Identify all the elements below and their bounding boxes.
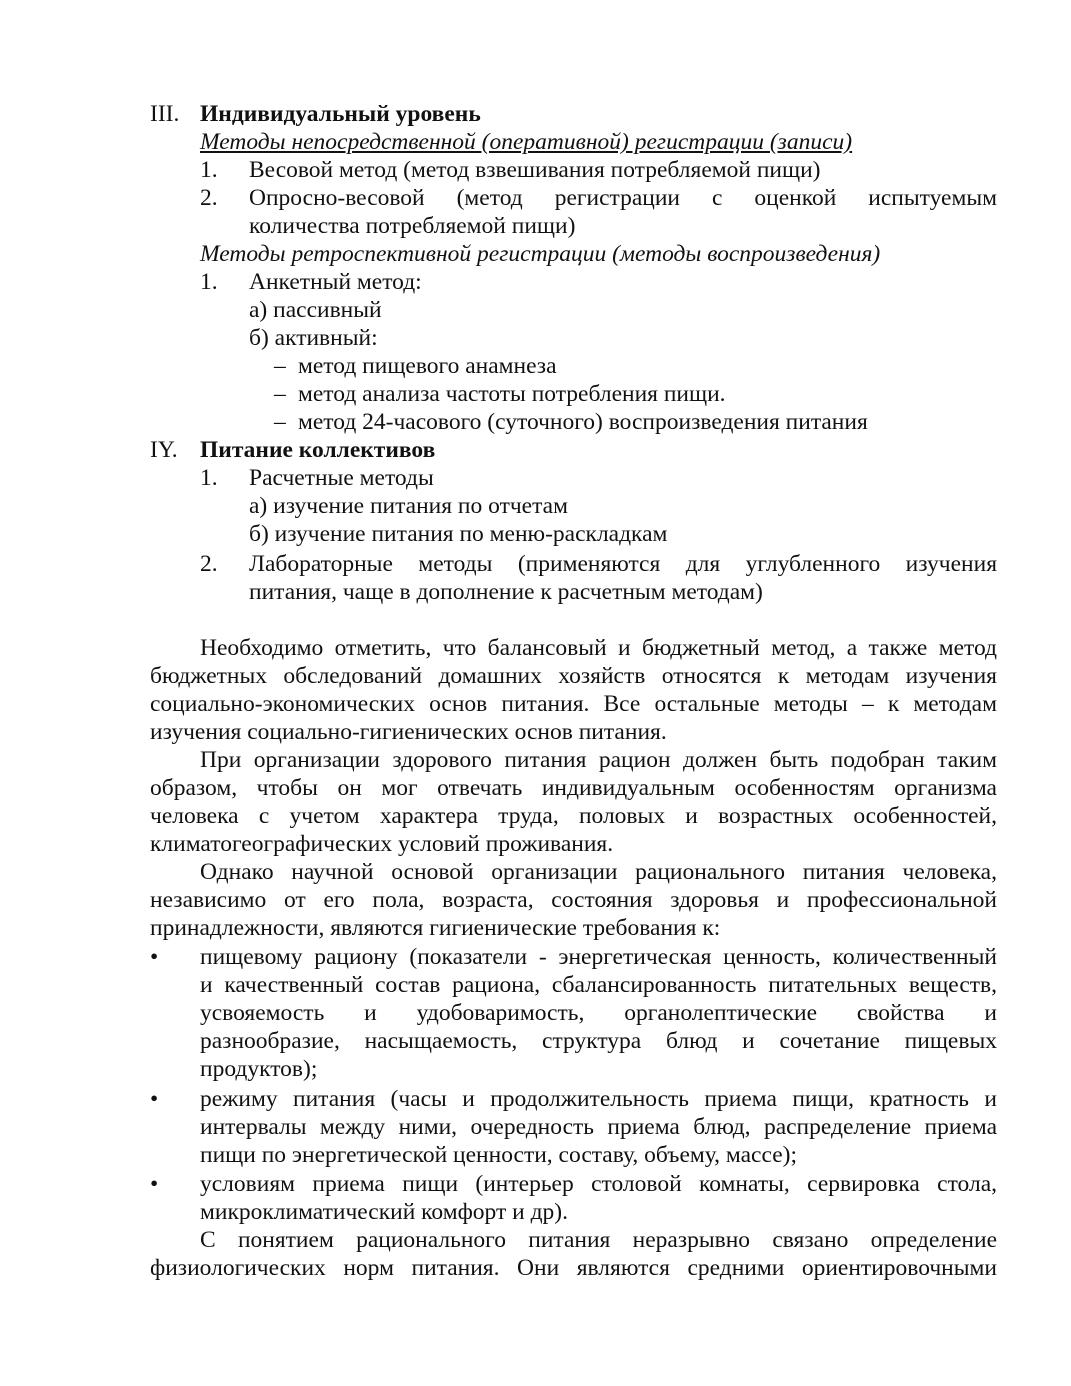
dash-item: метод пищевого анамнеза [298, 353, 557, 379]
list-item: Расчетные методы [249, 465, 434, 491]
bullet-marker: • [150, 1171, 159, 1197]
subheading: Методы непосредственной (оперативной) регистрации (записи) [200, 129, 853, 155]
list-number: 2. [200, 185, 218, 211]
list-item: Лабораторные методы (применяются для углубленного изучения [249, 551, 997, 577]
paragraph-line: Необходимо отметить, что балансовый и бюджетный метод, а также метод [200, 635, 997, 661]
paragraph-line: С понятием рационального питания неразрывно связано определение [200, 1227, 997, 1253]
paragraph-line: человека с учетом характера труда, половых и возрастных особенностей, [150, 803, 997, 829]
list-item: Анкетный метод: [249, 269, 422, 295]
dash-marker: – [274, 381, 286, 407]
subheading: Методы ретроспективной регистрации (методы воспроизведения) [200, 241, 881, 267]
bullet-line: продуктов); [200, 1056, 318, 1082]
section-numeral: III. [150, 101, 180, 127]
bullet-line: усвояемость и удобоваримость, органолептические свойства и [200, 1000, 997, 1026]
bullet-marker: • [150, 944, 159, 970]
bullet-line: пищевому рациону (показатели - энергетическая ценность, количественный [200, 944, 997, 970]
dash-marker: – [274, 353, 286, 379]
paragraph-line: климатогеографических условий проживания. [150, 831, 614, 857]
list-item-continuation: количества потребляемой пищи) [249, 213, 576, 239]
list-number: 1. [200, 157, 218, 183]
sub-item: б) активный: [249, 325, 378, 351]
sub-item: б) изучение питания по меню-раскладкам [249, 521, 668, 547]
list-number: 2. [200, 551, 218, 577]
list-item: Весовой метод (метод взвешивания потребляемой пищи) [249, 157, 821, 183]
bullet-line: и качественный состав рациона, сбалансированность питательных веществ, [200, 972, 997, 998]
sub-item: а) пассивный [249, 297, 382, 323]
dash-item: метод 24-часового (суточного) воспроизведения питания [298, 409, 868, 435]
bullet-line: микроклиматический комфорт и др). [200, 1199, 568, 1225]
list-item: Опросно-весовой (метод регистрации с оценкой испытуемым [249, 185, 997, 211]
bullet-line: интервалы между ними, очередность приема блюд, распределение приема [200, 1114, 997, 1140]
paragraph-line: независимо от его пола, возраста, состояния здоровья и профессиональной [150, 887, 997, 913]
paragraph-line: При организации здорового питания рацион должен быть подобран таким [200, 747, 997, 773]
sub-item: а) изучение питания по отчетам [249, 493, 568, 519]
section-heading: Индивидуальный уровень [200, 101, 481, 127]
list-number: 1. [200, 269, 218, 295]
list-item-continuation: питания, чаще в дополнение к расчетным методам) [249, 579, 763, 605]
paragraph-line: физиологических норм питания. Они являются средними ориентировочными [150, 1255, 997, 1281]
dash-item: метод анализа частоты потребления пищи. [298, 381, 726, 407]
bullet-line: условиям приема пищи (интерьер столовой комнаты, сервировка стола, [200, 1171, 997, 1197]
bullet-marker: • [150, 1086, 159, 1112]
section-numeral: IY. [150, 437, 178, 463]
paragraph-line: образом, чтобы он мог отвечать индивидуальным особенностям организма [150, 775, 997, 801]
bullet-line: режиму питания (часы и продолжительность приема пищи, кратность и [200, 1086, 997, 1112]
paragraph-line: Однако научной основой организации рационального питания человека, [200, 859, 997, 885]
section-heading: Питание коллективов [200, 437, 436, 463]
bullet-line: разнообразие, насыщаемость, структура блюд и сочетание пищевых [200, 1028, 997, 1054]
paragraph-line: социально-экономических основ питания. Все остальные методы – к методам [150, 691, 997, 717]
paragraph-line: бюджетных обследований домашних хозяйств относятся к методам изучения [150, 663, 997, 689]
dash-marker: – [274, 409, 286, 435]
paragraph-line: изучения социально-гигиенических основ питания. [150, 719, 667, 745]
bullet-line: пищи по энергетической ценности, составу, объему, массе); [200, 1142, 797, 1168]
list-number: 1. [200, 465, 218, 491]
paragraph-line: принадлежности, являются гигиенические требования к: [150, 915, 721, 941]
